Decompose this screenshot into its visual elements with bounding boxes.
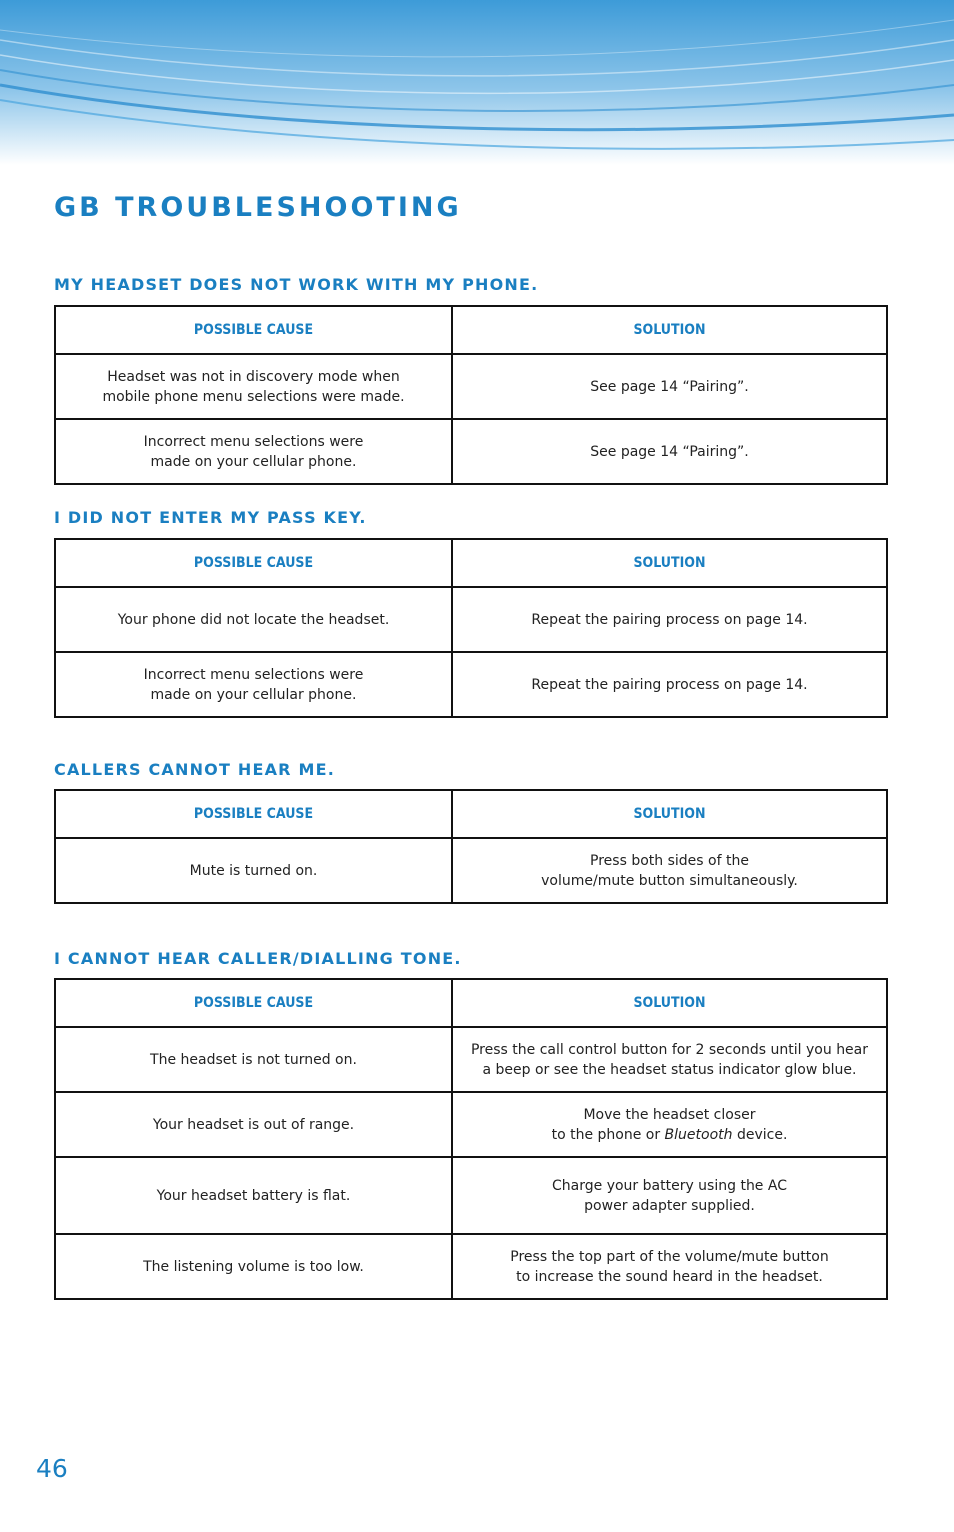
solution-cell xyxy=(452,1234,887,1299)
cell-text: Incorrect menu selections were xyxy=(143,433,364,450)
table-row xyxy=(55,354,887,419)
cell-text: Press the call control button for 2 seconds until you hear xyxy=(470,1041,869,1058)
header-solution: SOLUTION xyxy=(452,306,887,354)
table-header-row xyxy=(55,539,887,587)
cause-cell xyxy=(55,1092,452,1157)
cell-text: made on your cellular phone. xyxy=(150,686,357,703)
header-possible-cause: POSSIBLE CAUSE xyxy=(55,306,452,354)
troubleshooting-table xyxy=(54,978,888,1300)
cell-text: Mute is turned on. xyxy=(189,862,318,879)
table-header-row xyxy=(55,306,887,354)
table-header-row xyxy=(55,790,887,838)
cell-text: The listening volume is too low. xyxy=(143,1258,364,1275)
cell-text: power adapter supplied. xyxy=(584,1197,755,1214)
cell-text: Your headset is out of range. xyxy=(152,1116,355,1133)
section-heading: CALLERS CANNOT HEAR ME. xyxy=(54,760,335,779)
cell-text: Repeat the pairing process on page 14. xyxy=(531,611,808,628)
cell-text: Repeat the pairing process on page 14. xyxy=(531,676,808,693)
table-row xyxy=(55,587,887,652)
cell-text: Headset was not in discovery mode when xyxy=(107,368,400,385)
header-possible-cause: POSSIBLE CAUSE xyxy=(55,790,452,838)
cause-cell xyxy=(55,838,452,903)
cell-text: Your headset battery is flat. xyxy=(156,1187,351,1204)
section-heading: I CANNOT HEAR CALLER/DIALLING TONE. xyxy=(54,949,462,968)
troubleshooting-table xyxy=(54,538,888,718)
troubleshooting-table xyxy=(54,305,888,485)
solution-cell xyxy=(452,419,887,484)
cell-text: a beep or see the headset status indicator glow blue. xyxy=(482,1061,857,1078)
solution-cell xyxy=(452,652,887,717)
solution-cell xyxy=(452,354,887,419)
cell-text: to the phone or Bluetooth device. xyxy=(551,1126,788,1143)
cell-text: Charge your battery using the AC xyxy=(552,1177,787,1194)
cause-cell xyxy=(55,354,452,419)
page-number: 46 xyxy=(36,1454,68,1483)
header-wave-banner xyxy=(0,0,954,165)
cell-text: Press the top part of the volume/mute button xyxy=(510,1248,829,1265)
bluetooth-term: Bluetooth xyxy=(664,1126,733,1143)
table-row xyxy=(55,1092,887,1157)
table-row xyxy=(55,1234,887,1299)
table-header-row xyxy=(55,979,887,1027)
section-heading: MY HEADSET DOES NOT WORK WITH MY PHONE. xyxy=(54,275,539,294)
cell-text: volume/mute button simultaneously. xyxy=(541,872,798,889)
cause-cell xyxy=(55,652,452,717)
cause-cell xyxy=(55,419,452,484)
table-row xyxy=(55,1157,887,1234)
cell-text: mobile phone menu selections were made. xyxy=(102,388,405,405)
page-title: GB TROUBLESHOOTING xyxy=(54,192,462,223)
cell-text: Move the headset closer xyxy=(583,1106,756,1123)
cause-cell xyxy=(55,1027,452,1092)
cause-cell xyxy=(55,1234,452,1299)
header-solution: SOLUTION xyxy=(452,979,887,1027)
table-row xyxy=(55,1027,887,1092)
cell-text: Incorrect menu selections were xyxy=(143,666,364,683)
cell-text: The headset is not turned on. xyxy=(150,1051,357,1068)
solution-cell xyxy=(452,1092,887,1157)
solution-cell xyxy=(452,838,887,903)
cell-text: See page 14 “Pairing”. xyxy=(590,443,749,460)
cell-text: made on your cellular phone. xyxy=(150,453,357,470)
troubleshooting-table xyxy=(54,789,888,904)
header-possible-cause: POSSIBLE CAUSE xyxy=(55,539,452,587)
cell-text: to increase the sound heard in the headset. xyxy=(516,1268,823,1285)
cause-cell xyxy=(55,587,452,652)
cell-text: Press both sides of the xyxy=(590,852,749,869)
cell-text: See page 14 “Pairing”. xyxy=(590,378,749,395)
solution-cell xyxy=(452,1027,887,1092)
header-solution: SOLUTION xyxy=(452,790,887,838)
table-row xyxy=(55,652,887,717)
section-heading: I DID NOT ENTER MY PASS KEY. xyxy=(54,508,367,527)
cell-text: Your phone did not locate the headset. xyxy=(117,611,390,628)
solution-cell xyxy=(452,587,887,652)
header-possible-cause: POSSIBLE CAUSE xyxy=(55,979,452,1027)
table-row xyxy=(55,838,887,903)
cause-cell xyxy=(55,1157,452,1234)
solution-cell xyxy=(452,1157,887,1234)
table-row xyxy=(55,419,887,484)
header-solution: SOLUTION xyxy=(452,539,887,587)
